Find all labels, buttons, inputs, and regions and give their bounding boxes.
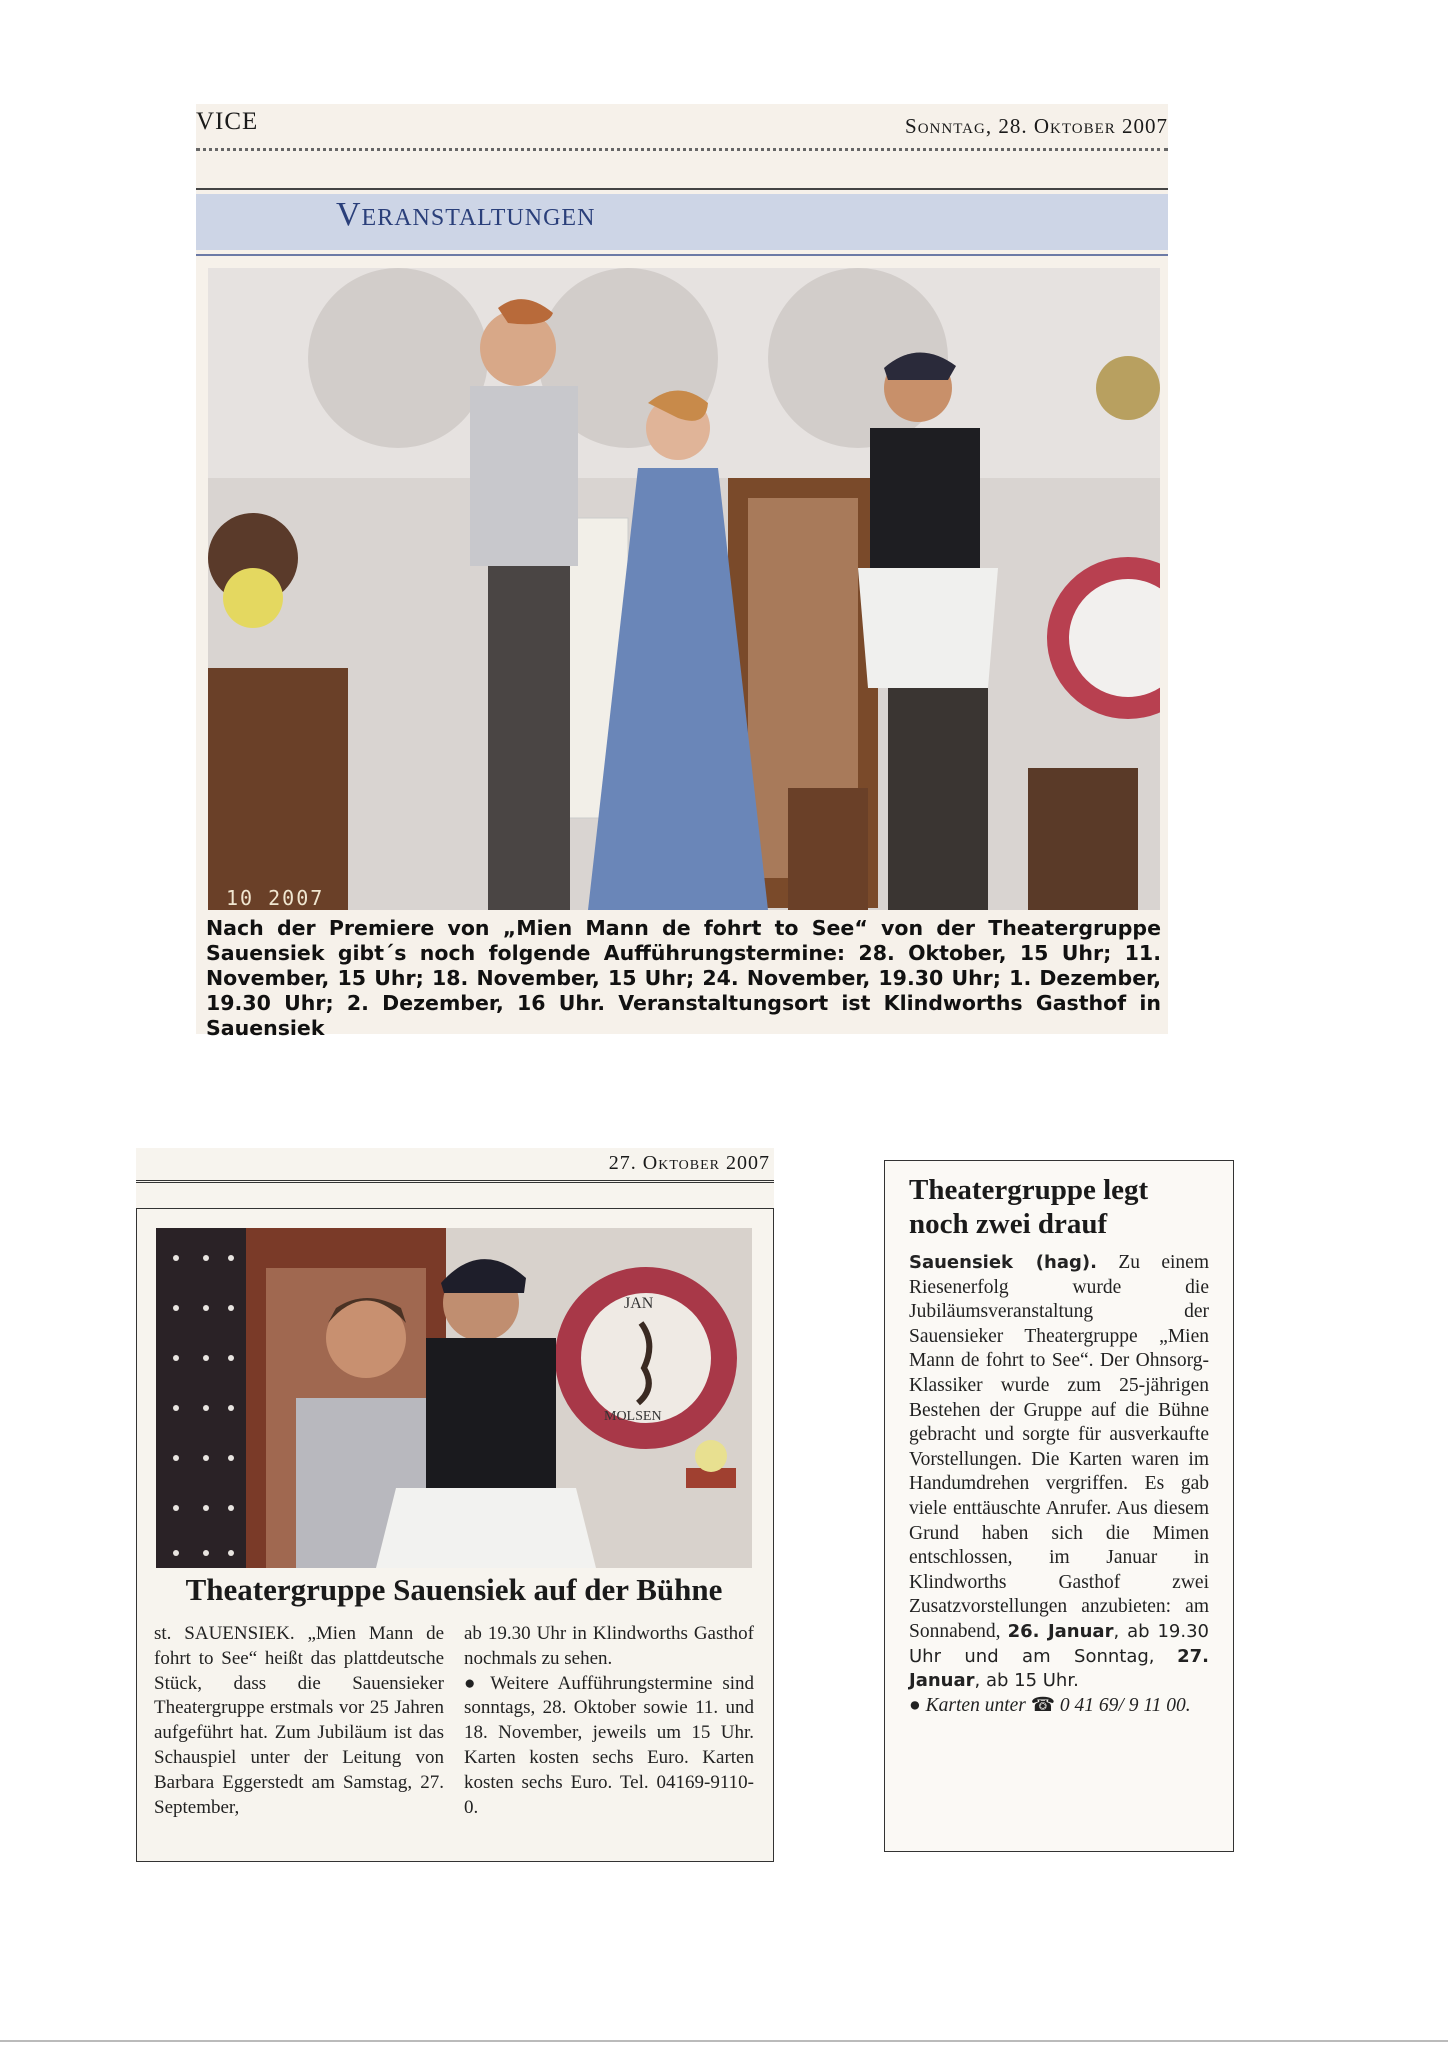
date-highlight-2: 27. Januar [909,1645,1209,1692]
photo-caption: Nach der Premiere von „Mien Mann de fohrt to See“ von der Theatergruppe Sauensiek gibt´s noch folgende Aufführungstermine: 28. Oktober, 15 Uhr; 11. November, 15 Uhr; 18. November, 15 Uhr; 24. November, 19.30 Uhr; 1. Dezember, 19.30 Uhr; 2. Dezember, 16 Uhr. Veranstaltungsort ist Klindworths Gasthof in Sauensiek [206,916,1161,1040]
article-column-1 [154,1622,444,1820]
clipping-zusatzvorstellungen [884,1160,1234,1852]
date-rule [136,1180,774,1183]
photo-date-stamp: 10 2007 [226,886,325,910]
lifebuoy-text-bottom: MOLSEN [604,1409,662,1424]
clipping-date: 27. Oktober 2007 [608,1152,770,1174]
body-text-a: Zu einem Riesenerfolg wurde die Jubiläumsveranstaltung der Sauensieker Theatergruppe „Mien Mann de fohrt to See“. Der Ohnsorg-Klassiker wurde zum 25-jährigen Bestehen der Gruppe auf die Bühne gebracht und sorgte für ausverkaufte Vorstellungen. Die Karten waren im Handumdrehen vergriffen. Es gab viele enttäuschte Anrufer. Aus diesem Grund haben sich die Mimen entschlossen, im Januar in Klindworths Gasthof zwei Zusatzvorstellungen anzubieten: am Sonnabend, [909,1252,1209,1642]
article-photo [156,1228,752,1568]
date-highlight-1: 26. Januar [1007,1620,1114,1642]
ticket-info: Karten unter [925,1694,1026,1716]
bullet-icon: ● [909,1694,926,1716]
body-text-b: , ab 19.30 Uhr und am Sonntag, [909,1620,1210,1667]
stage-photo [208,268,1160,910]
article-headline: Theatergruppe legt noch zwei drauf [909,1174,1149,1240]
clipping-theatergruppe-buehne [136,1148,774,1862]
section-rule-bottom [196,254,1168,256]
phone-number: 0 41 69/ 9 11 00. [1059,1694,1191,1716]
body-text-c: , ab 15 Uhr. [974,1670,1079,1692]
article-body [909,1251,1209,1718]
dateline: Sauensiek (hag). [909,1252,1097,1273]
bullet-icon: ● [464,1672,491,1694]
header-date: Sonntag, 28. Oktober 2007 [905,114,1168,138]
article-text-col2-p1: ab 19.30 Uhr in Klindworths Gasthof nochmals zu sehen. [464,1623,754,1669]
section-title: Veranstaltungen [336,196,596,233]
article-column-2 [464,1622,754,1820]
page-bottom-edge [0,2040,1448,2042]
header-section-fragment: VICE [196,108,259,135]
telephone-icon: ☎ [1030,1694,1060,1716]
article-text-col1: st. SAUENSIEK. „Mien Mann de fohrt to See“ heißt das plattdeutsche Stück, dass die Sauensieker Theatergruppe erstmals vor 25 Jahren aufgeführt hat. Zum Jubiläum ist das Schauspiel unter der Leitung von Barbara Eggerstedt am Samstag, 27. September, [154,1623,444,1818]
article-headline: Theatergruppe Sauensiek auf der Bühne [185,1572,723,1607]
section-rule-top [196,188,1168,190]
clipping-veranstaltungen [196,104,1168,1040]
article-text-col2-p2: Weitere Aufführungstermine sind sonntags, 28. Oktober sowie 11. und 18. November, jeweils um 15 Uhr. Karten kosten sechs Euro. Karten kosten sechs Euro. Tel. 04169-9110-0. [464,1672,754,1818]
dotted-divider [196,148,1168,151]
lifebuoy-text-top: JAN [624,1295,654,1312]
